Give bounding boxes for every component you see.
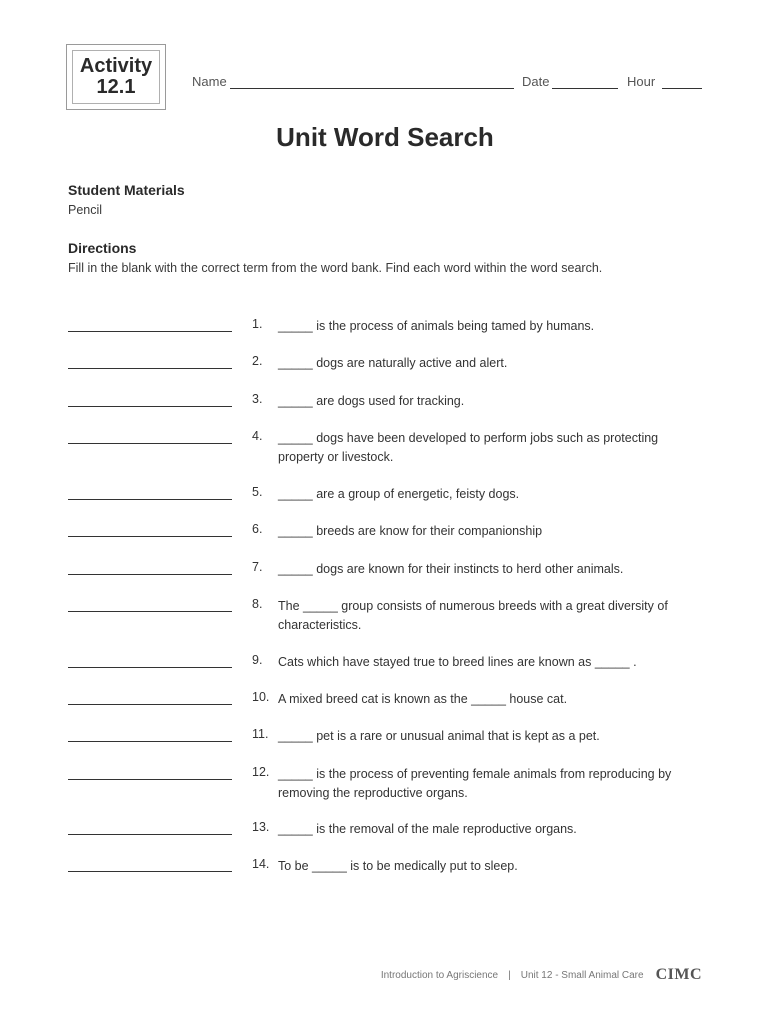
answer-blank[interactable] xyxy=(68,779,232,780)
name-label: Name xyxy=(192,74,227,89)
directions-heading: Directions xyxy=(68,240,137,256)
question-number: 3. xyxy=(252,392,263,406)
hour-label: Hour xyxy=(627,74,656,89)
activity-badge-inner xyxy=(72,50,160,104)
answer-blank[interactable] xyxy=(68,443,232,444)
question-number: 5. xyxy=(252,485,263,499)
name-field[interactable] xyxy=(230,88,514,89)
question-number: 9. xyxy=(252,653,263,667)
question-text: _____ breeds are know for their companionship xyxy=(278,524,543,538)
question-text: _____ dogs are known for their instincts to herd other animals. xyxy=(278,562,624,576)
question-number: 10. xyxy=(252,690,270,704)
answer-blank[interactable] xyxy=(68,871,232,872)
question-text: The _____ group consists of numerous breeds with a great diversity of characteristics. xyxy=(278,599,668,632)
directions-text: Fill in the blank with the correct term from the word bank. Find each word within the word search. xyxy=(68,261,603,275)
page-footer xyxy=(381,966,702,984)
activity-badge xyxy=(66,44,166,110)
answer-blank[interactable] xyxy=(68,368,232,369)
answer-blank[interactable] xyxy=(68,536,232,537)
question-text: _____ dogs have been developed to perform jobs such as protecting property or livestock. xyxy=(278,431,659,464)
footer-unit: Unit 12 - Small Animal Care xyxy=(520,969,644,981)
hour-field[interactable] xyxy=(662,88,702,89)
activity-label: Activity xyxy=(79,55,153,77)
answer-blank[interactable] xyxy=(68,611,232,612)
answer-blank[interactable] xyxy=(68,834,232,835)
footer-course: Introduction to Agriscience xyxy=(380,969,499,981)
answer-blank[interactable] xyxy=(68,499,232,500)
materials-text: Pencil xyxy=(68,203,103,217)
page-title: Unit Word Search xyxy=(276,122,494,152)
question-text: _____ pet is a rare or unusual animal that is kept as a pet. xyxy=(278,729,600,743)
answer-blank[interactable] xyxy=(68,667,232,668)
answer-blank[interactable] xyxy=(68,331,232,332)
question-text: _____ is the process of preventing female animals from reproducing by removing the reproductive organs. xyxy=(278,767,672,800)
question-number: 14. xyxy=(252,857,270,871)
footer-separator: | xyxy=(508,969,511,981)
question-number: 2. xyxy=(252,354,263,368)
question-number: 8. xyxy=(252,597,263,611)
question-text: _____ is the process of animals being tamed by humans. xyxy=(278,319,595,333)
date-label: Date xyxy=(522,74,550,89)
activity-number: 12.1 xyxy=(96,76,136,98)
answer-blank[interactable] xyxy=(68,406,232,407)
answer-blank[interactable] xyxy=(68,574,232,575)
cimc-logo: CIMC xyxy=(655,966,702,983)
answer-blank[interactable] xyxy=(68,741,232,742)
question-text: _____ are a group of energetic, feisty dogs. xyxy=(278,487,520,501)
question-number: 7. xyxy=(252,560,263,574)
question-number: 4. xyxy=(252,429,263,443)
question-text: Cats which have stayed true to breed lines are known as _____ . xyxy=(278,655,637,669)
question-number: 13. xyxy=(252,820,270,834)
question-text: A mixed breed cat is known as the _____ house cat. xyxy=(278,692,568,706)
question-number: 6. xyxy=(252,522,263,536)
materials-heading: Student Materials xyxy=(68,182,185,198)
question-text: _____ dogs are naturally active and alert. xyxy=(278,356,508,370)
question-number: 11. xyxy=(252,727,269,741)
question-number: 1. xyxy=(252,317,263,331)
question-text: _____ is the removal of the male reproductive organs. xyxy=(278,822,577,836)
question-text: _____ are dogs used for tracking. xyxy=(278,394,465,408)
question-number: 12. xyxy=(252,765,270,779)
answer-blank[interactable] xyxy=(68,704,232,705)
date-field[interactable] xyxy=(552,88,618,89)
question-text: To be _____ is to be medically put to sleep. xyxy=(278,859,518,873)
